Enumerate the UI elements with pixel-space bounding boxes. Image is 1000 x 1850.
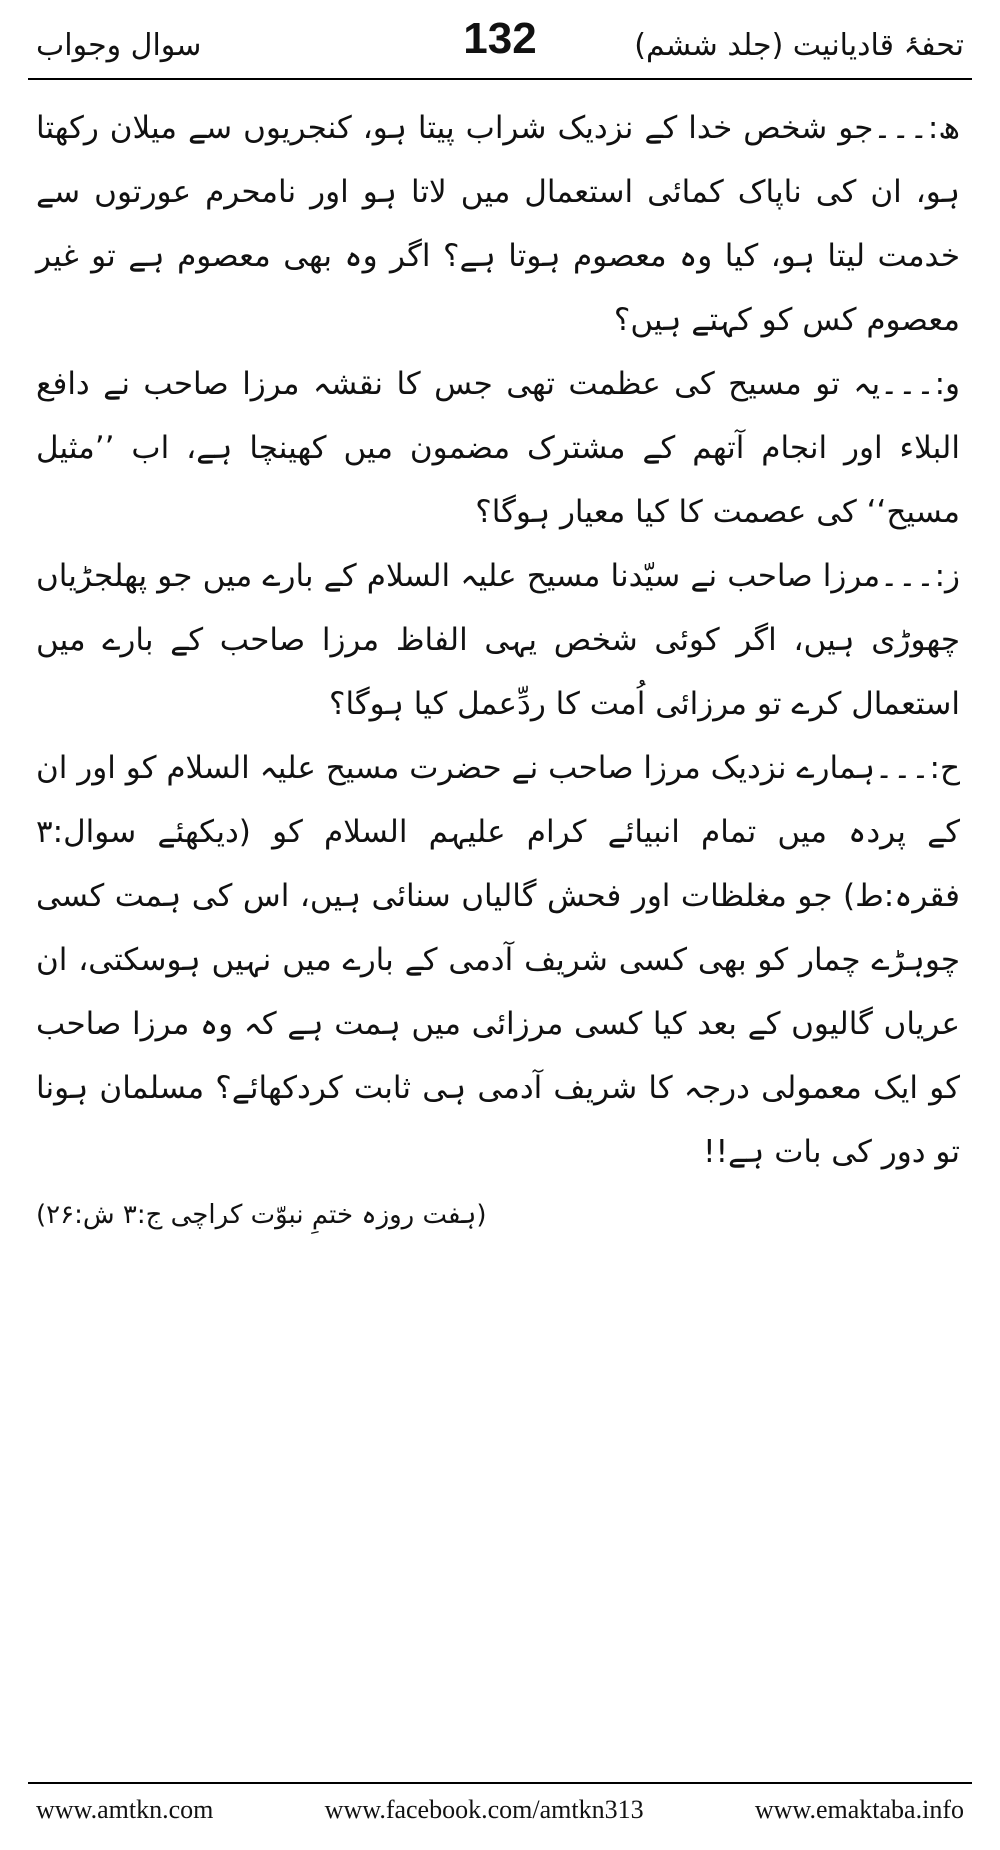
book-title: تحفۂ قادیانیت (جلد ششم) xyxy=(634,28,964,63)
header-divider xyxy=(28,78,972,80)
footer-divider xyxy=(28,1782,972,1784)
paragraph-he: ھ:۔۔۔جو شخص خدا کے نزدیک شراب پیتا ہو، کنجریوں سے میلان رکھتا ہو، ان کی ناپاک کمائی استعمال میں لاتا ہو اور نامحرم عورتوں سے خدمت لیتا ہو، کیا وہ معصوم ہوتا ہے؟ اگر وہ بھی معصوم ہے تو غیر معصوم کس کو کہتے ہیں؟ xyxy=(36,110,960,338)
page-body xyxy=(36,96,960,1240)
footer-link-amtkn[interactable]: www.amtkn.com xyxy=(36,1795,214,1824)
page-footer xyxy=(36,1795,964,1835)
footer-link-facebook[interactable]: www.facebook.com/amtkn313 xyxy=(324,1795,644,1824)
footer-link-emaktaba[interactable]: www.emaktaba.info xyxy=(754,1795,964,1824)
paragraph-wao: و:۔۔۔یہ تو مسیح کی عظمت تھی جس کا نقشہ مرزا صاحب نے دافع البلاء اور انجام آتھم کے مشترک مضمون میں کھینچا ہے، اب ’’مثیل مسیح‘‘ کی عصمت کا کیا معیار ہوگا؟ xyxy=(36,366,960,530)
paragraph-he-2: ح:۔۔۔ہمارے نزدیک مرزا صاحب نے حضرت مسیح علیہ السلام کو اور ان کے پردہ میں تمام انبیائے کرام علیہم السلام کو (دیکھئے سوال:۳ فقرہ:ط) جو مغلظات اور فحش گالیاں سنائی ہیں، اس کی ہمت کسی چوہڑے چمار کو بھی کسی شریف آدمی کے بارے میں نہیں ہوسکتی، ان عریاں گالیوں کے بعد کیا کسی مرزائی میں ہمت ہے کہ وہ مرزا صاحب کو ایک معمولی درجہ کا شریف آدمی ہی ثابت کردکھائے؟ مسلمان ہونا تو دور کی بات ہے!! xyxy=(36,750,960,1170)
paragraph-ze: ز:۔۔۔مرزا صاحب نے سیّدنا مسیح علیہ السلام کے بارے میں جو پھلجڑیاں چھوڑی ہیں، اگر کوئی شخص یہی الفاظ مرزا صاحب کے بارے میں استعمال کرے تو مرزائی اُمت کا ردِّعمل کیا ہوگا؟ xyxy=(36,558,960,722)
citation: (ہفت روزہ ختمِ نبوّت کراچی ج:۳ ش:۲۶) xyxy=(36,1200,487,1230)
page-number: 132 xyxy=(463,14,537,63)
section-title: سوال وجواب xyxy=(36,28,202,63)
page-header xyxy=(28,14,972,74)
